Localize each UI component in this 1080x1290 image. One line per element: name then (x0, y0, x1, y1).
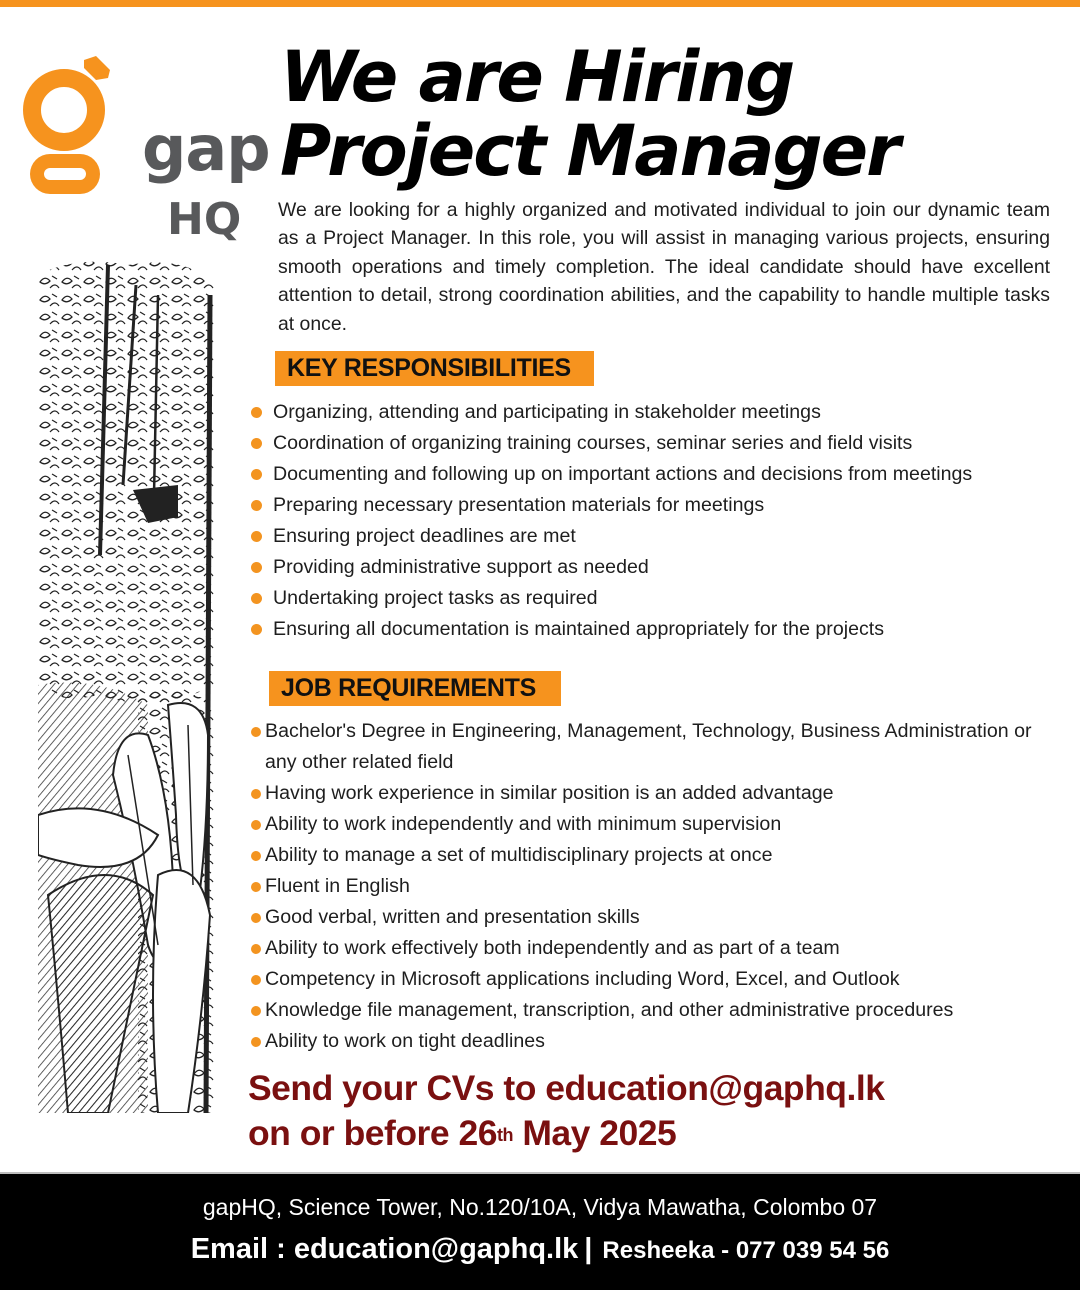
bullet-icon (251, 913, 261, 923)
bullet-icon (251, 851, 261, 861)
bullet-icon (251, 820, 261, 830)
bullet-icon (251, 438, 262, 449)
footer-phone: Resheeka - 077 039 54 56 (602, 1237, 890, 1264)
forest-illustration (38, 255, 214, 1113)
list-item: Ability to manage a set of multidisciplinary projects at once (248, 840, 1038, 871)
requirements-list (248, 716, 1038, 1057)
list-item: Ensuring all documentation is maintained appropriately for the projects (248, 614, 972, 645)
call-to-action (248, 1066, 884, 1156)
bullet-icon (251, 624, 262, 635)
footer-email: Email : education@gaphq.lk (190, 1233, 579, 1265)
list-item: Ability to work effectively both independently and as part of a team (248, 933, 1038, 964)
footer (0, 1172, 1080, 1290)
title-line-2: Project Manager (280, 110, 899, 192)
list-item: Bachelor's Degree in Engineering, Management, Technology, Business Administration or any other related field (248, 716, 1038, 778)
list-item: Coordination of organizing training courses, seminar series and field visits (248, 428, 972, 459)
job-requirements-heading: JOB REQUIREMENTS (269, 671, 561, 706)
bullet-icon (251, 407, 262, 418)
list-item: Documenting and following up on important actions and decisions from meetings (248, 459, 972, 490)
list-item: Preparing necessary presentation materials for meetings (248, 490, 972, 521)
list-item: Undertaking project tasks as required (248, 583, 972, 614)
bullet-icon (251, 727, 261, 737)
bullet-icon (251, 500, 262, 511)
gaphq-logo (22, 52, 270, 245)
title-line-1: We are Hiring (280, 36, 794, 118)
bullet-icon (251, 789, 261, 799)
list-item: Ensuring project deadlines are met (248, 521, 972, 552)
footer-contact (0, 1230, 1080, 1273)
intro-paragraph: We are looking for a highly organized and motivated individual to join our dynamic team as a Project Manager. In this role, you will assist in managing various projects, ensuring smooth operations and timely completion. The ideal candidate should have excellent attention to detail, strong coordination abilities, and the capability to handle multiple tasks at once. (278, 199, 1050, 335)
logo-g-mark-icon (22, 52, 132, 202)
key-responsibilities-heading: KEY RESPONSIBILITIES (275, 351, 594, 386)
list-item: Competency in Microsoft applications including Word, Excel, and Outlook (248, 964, 1038, 995)
footer-separator: | (584, 1233, 593, 1265)
bullet-icon (251, 1037, 261, 1047)
list-item: Ability to work on tight deadlines (248, 1026, 1038, 1057)
bullet-icon (251, 975, 261, 985)
bullet-icon (251, 1006, 261, 1016)
list-item: Providing administrative support as needed (248, 552, 972, 583)
cta-line-2: on or before 26th May 2025 (248, 1113, 677, 1153)
footer-address: gapHQ, Science Tower, No.120/10A, Vidya Mawatha, Colombo 07 (202, 1194, 878, 1220)
logo-subtext: HQ (167, 194, 242, 245)
bullet-icon (251, 531, 262, 542)
page-title (280, 36, 899, 192)
responsibilities-list (248, 397, 972, 645)
list-item: Good verbal, written and presentation skills (248, 902, 1038, 933)
list-item: Organizing, attending and participating in stakeholder meetings (248, 397, 972, 428)
cta-line-1: Send your CVs to education@gaphq.lk (248, 1068, 885, 1108)
bullet-icon (251, 593, 262, 604)
top-accent-bar (0, 0, 1080, 7)
list-item: Having work experience in similar position is an added advantage (248, 778, 1038, 809)
bullet-icon (251, 944, 261, 954)
logo-text: gap (142, 112, 270, 185)
list-item: Fluent in English (248, 871, 1038, 902)
list-item: Knowledge file management, transcription, and other administrative procedures (248, 995, 1038, 1026)
bullet-icon (251, 469, 262, 480)
bullet-icon (251, 562, 262, 573)
ordinal-suffix: th (496, 1125, 513, 1145)
bullet-icon (251, 882, 261, 892)
foliage-sketch-icon (38, 255, 214, 1113)
list-item: Ability to work independently and with minimum supervision (248, 809, 1038, 840)
